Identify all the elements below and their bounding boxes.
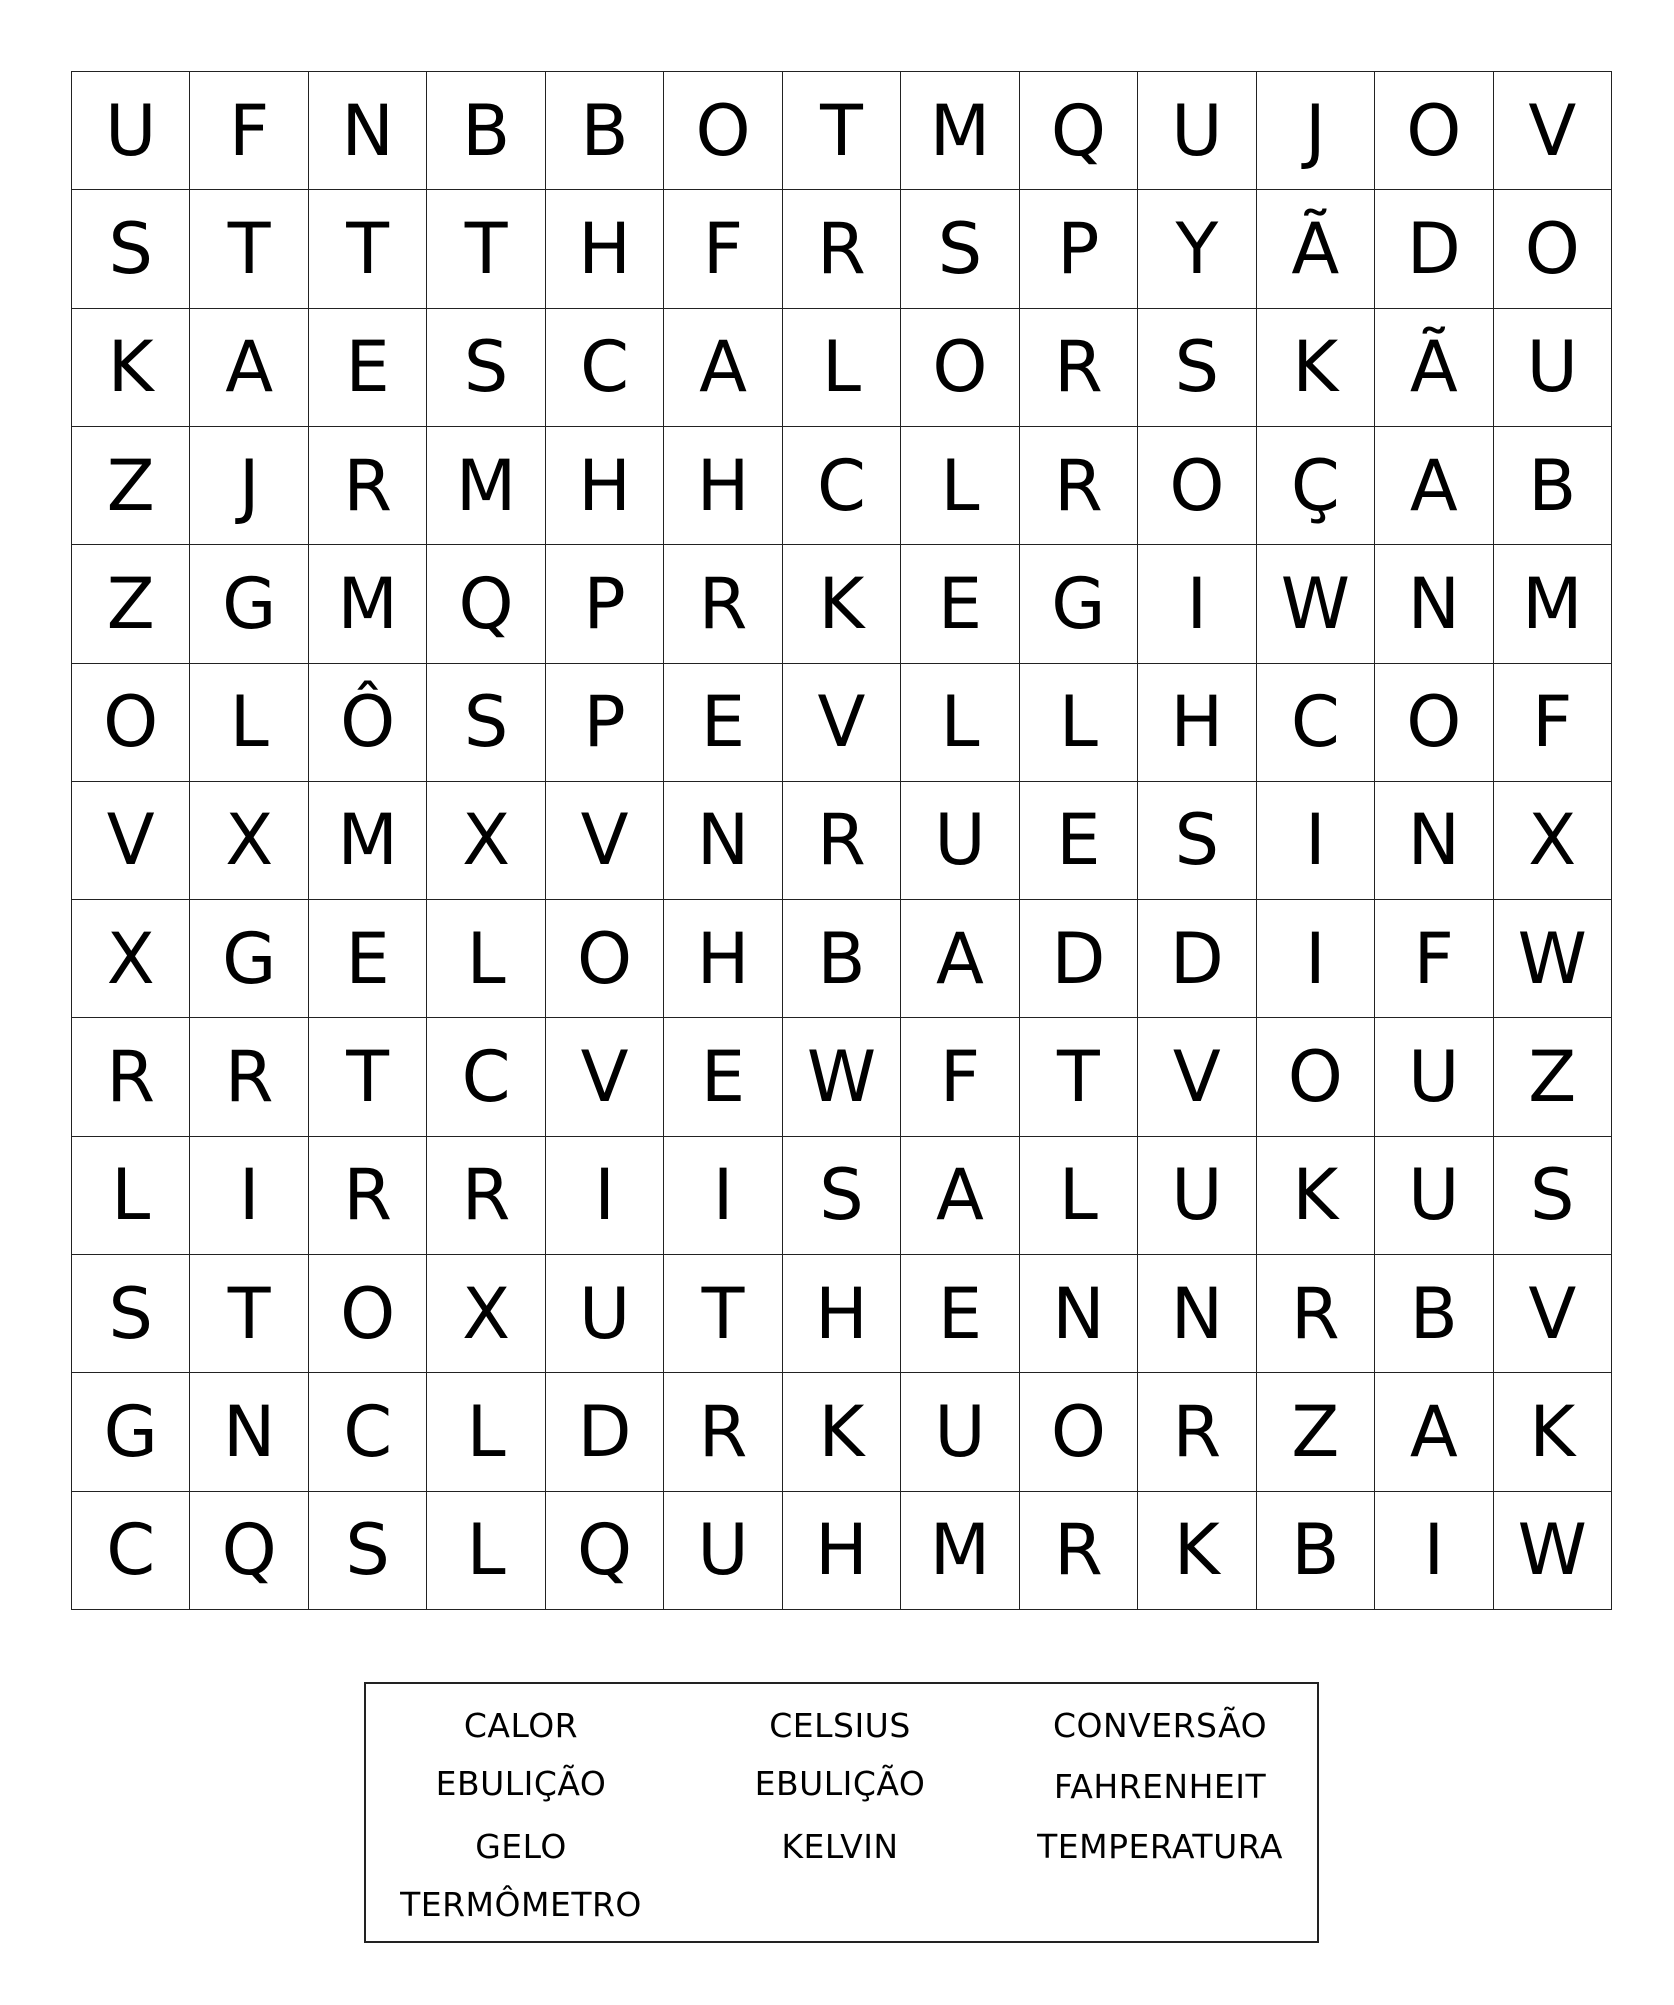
- grid-cell[interactable]: A: [901, 1137, 1019, 1255]
- grid-cell[interactable]: N: [309, 72, 427, 190]
- grid-cell[interactable]: Ô: [309, 664, 427, 782]
- grid-cell[interactable]: U: [901, 782, 1019, 900]
- grid-cell[interactable]: H: [664, 427, 782, 545]
- grid-cell[interactable]: H: [1138, 664, 1256, 782]
- grid-cell[interactable]: F: [664, 190, 782, 308]
- grid-cell[interactable]: R: [1257, 1255, 1375, 1373]
- grid-cell[interactable]: N: [664, 782, 782, 900]
- grid-cell[interactable]: Q: [1020, 72, 1138, 190]
- grid-cell[interactable]: I: [1375, 1492, 1493, 1610]
- grid-cell[interactable]: Z: [72, 427, 190, 545]
- grid-cell[interactable]: O: [1257, 1018, 1375, 1136]
- word-list-item: TERMÔMETRO: [400, 1885, 642, 1924]
- grid-cell[interactable]: U: [1375, 1137, 1493, 1255]
- grid-cell[interactable]: U: [1138, 72, 1256, 190]
- grid-cell[interactable]: L: [901, 427, 1019, 545]
- grid-cell[interactable]: B: [1494, 427, 1612, 545]
- grid-cell[interactable]: J: [1257, 72, 1375, 190]
- word-list-item: CELSIUS: [769, 1706, 911, 1745]
- grid-cell[interactable]: H: [783, 1492, 901, 1610]
- grid-cell[interactable]: R: [72, 1018, 190, 1136]
- grid-cell[interactable]: E: [901, 545, 1019, 663]
- grid-cell[interactable]: R: [664, 545, 782, 663]
- grid-cell[interactable]: I: [190, 1137, 308, 1255]
- grid-cell[interactable]: R: [783, 190, 901, 308]
- grid-cell[interactable]: M: [427, 427, 545, 545]
- grid-cell[interactable]: K: [783, 1373, 901, 1491]
- grid-cell[interactable]: R: [190, 1018, 308, 1136]
- word-list-item: EBULIÇÃO: [435, 1764, 607, 1803]
- grid-cell[interactable]: S: [783, 1137, 901, 1255]
- grid-cell[interactable]: X: [1494, 782, 1612, 900]
- grid-cell[interactable]: W: [1494, 900, 1612, 1018]
- grid-cell[interactable]: Ç: [1257, 427, 1375, 545]
- grid-cell[interactable]: U: [546, 1255, 664, 1373]
- grid-cell[interactable]: V: [1494, 1255, 1612, 1373]
- grid-cell[interactable]: H: [546, 190, 664, 308]
- grid-cell[interactable]: N: [190, 1373, 308, 1491]
- grid-cell[interactable]: L: [72, 1137, 190, 1255]
- grid-cell[interactable]: S: [901, 190, 1019, 308]
- grid-cell[interactable]: C: [72, 1492, 190, 1610]
- grid-cell[interactable]: V: [783, 664, 901, 782]
- letter-grid: [71, 71, 1612, 1610]
- grid-cell[interactable]: T: [190, 190, 308, 308]
- grid-cell[interactable]: E: [901, 1255, 1019, 1373]
- grid-cell[interactable]: U: [1375, 1018, 1493, 1136]
- grid-cell[interactable]: Z: [1257, 1373, 1375, 1491]
- grid-cell[interactable]: N: [1020, 1255, 1138, 1373]
- grid-cell[interactable]: R: [1020, 427, 1138, 545]
- grid-cell[interactable]: E: [664, 1018, 782, 1136]
- grid-cell[interactable]: V: [1138, 1018, 1256, 1136]
- grid-cell[interactable]: B: [427, 72, 545, 190]
- word-list-item: KELVIN: [781, 1827, 899, 1866]
- grid-cell[interactable]: O: [1494, 190, 1612, 308]
- grid-cell[interactable]: R: [1020, 1492, 1138, 1610]
- grid-cell[interactable]: M: [901, 1492, 1019, 1610]
- grid-cell[interactable]: Z: [1494, 1018, 1612, 1136]
- grid-cell[interactable]: S: [427, 309, 545, 427]
- grid-cell[interactable]: G: [190, 545, 308, 663]
- grid-cell[interactable]: O: [1138, 427, 1256, 545]
- grid-cell[interactable]: D: [546, 1373, 664, 1491]
- grid-cell[interactable]: I: [546, 1137, 664, 1255]
- grid-cell[interactable]: G: [190, 900, 308, 1018]
- grid-cell[interactable]: R: [427, 1137, 545, 1255]
- word-list-item: FAHRENHEIT: [1053, 1767, 1267, 1806]
- grid-cell[interactable]: I: [1138, 545, 1256, 663]
- word-list-box: [364, 1682, 1319, 1943]
- grid-cell[interactable]: F: [1375, 900, 1493, 1018]
- grid-cell[interactable]: Y: [1138, 190, 1256, 308]
- grid-cell[interactable]: L: [901, 664, 1019, 782]
- grid-cell[interactable]: K: [1257, 309, 1375, 427]
- grid-cell[interactable]: T: [309, 1018, 427, 1136]
- grid-cell[interactable]: M: [309, 782, 427, 900]
- grid-cell[interactable]: H: [664, 900, 782, 1018]
- grid-cell[interactable]: O: [901, 309, 1019, 427]
- grid-cell[interactable]: N: [1375, 545, 1493, 663]
- grid-cell[interactable]: C: [427, 1018, 545, 1136]
- grid-cell[interactable]: L: [783, 309, 901, 427]
- grid-cell[interactable]: K: [783, 545, 901, 663]
- grid-cell[interactable]: E: [309, 900, 427, 1018]
- grid-cell[interactable]: G: [72, 1373, 190, 1491]
- grid-cell[interactable]: C: [309, 1373, 427, 1491]
- grid-cell[interactable]: W: [1494, 1492, 1612, 1610]
- grid-cell[interactable]: O: [546, 900, 664, 1018]
- grid-cell[interactable]: H: [546, 427, 664, 545]
- grid-cell[interactable]: X: [190, 782, 308, 900]
- grid-cell[interactable]: I: [664, 1137, 782, 1255]
- grid-cell[interactable]: O: [72, 664, 190, 782]
- word-list-item: CALOR: [463, 1706, 579, 1745]
- grid-cell[interactable]: O: [664, 72, 782, 190]
- grid-cell[interactable]: O: [1020, 1373, 1138, 1491]
- grid-cell[interactable]: I: [1257, 900, 1375, 1018]
- grid-cell[interactable]: M: [901, 72, 1019, 190]
- grid-cell[interactable]: T: [309, 190, 427, 308]
- grid-cell[interactable]: Q: [190, 1492, 308, 1610]
- grid-cell[interactable]: P: [1020, 190, 1138, 308]
- grid-cell[interactable]: K: [1257, 1137, 1375, 1255]
- grid-cell[interactable]: V: [72, 782, 190, 900]
- grid-cell[interactable]: E: [309, 309, 427, 427]
- grid-cell[interactable]: T: [783, 72, 901, 190]
- grid-cell[interactable]: B: [546, 72, 664, 190]
- grid-cell[interactable]: O: [309, 1255, 427, 1373]
- grid-cell[interactable]: B: [1375, 1255, 1493, 1373]
- grid-cell[interactable]: O: [1375, 72, 1493, 190]
- grid-cell[interactable]: A: [1375, 1373, 1493, 1491]
- grid-cell[interactable]: Q: [427, 545, 545, 663]
- grid-cell[interactable]: D: [1138, 900, 1256, 1018]
- grid-cell[interactable]: L: [427, 1492, 545, 1610]
- grid-cell[interactable]: M: [1494, 545, 1612, 663]
- grid-cell[interactable]: F: [901, 1018, 1019, 1136]
- grid-cell[interactable]: D: [1375, 190, 1493, 308]
- grid-cell[interactable]: R: [1138, 1373, 1256, 1491]
- grid-cell[interactable]: T: [190, 1255, 308, 1373]
- grid-cell[interactable]: K: [1138, 1492, 1256, 1610]
- grid-cell[interactable]: Ã: [1257, 190, 1375, 308]
- grid-cell[interactable]: A: [664, 309, 782, 427]
- grid-cell[interactable]: S: [1138, 782, 1256, 900]
- grid-cell[interactable]: U: [664, 1492, 782, 1610]
- grid-cell[interactable]: S: [72, 190, 190, 308]
- grid-cell[interactable]: K: [1494, 1373, 1612, 1491]
- grid-cell[interactable]: T: [1020, 1018, 1138, 1136]
- grid-cell[interactable]: L: [1020, 1137, 1138, 1255]
- grid-cell[interactable]: L: [1020, 664, 1138, 782]
- grid-cell[interactable]: S: [72, 1255, 190, 1373]
- grid-cell[interactable]: W: [783, 1018, 901, 1136]
- grid-cell[interactable]: E: [1020, 782, 1138, 900]
- grid-cell[interactable]: R: [1020, 309, 1138, 427]
- grid-cell[interactable]: O: [1375, 664, 1493, 782]
- grid-cell[interactable]: R: [664, 1373, 782, 1491]
- word-list-item: GELO: [475, 1827, 567, 1866]
- grid-cell[interactable]: A: [190, 309, 308, 427]
- grid-cell[interactable]: G: [1020, 545, 1138, 663]
- grid-cell[interactable]: A: [901, 900, 1019, 1018]
- grid-cell[interactable]: X: [72, 900, 190, 1018]
- grid-cell[interactable]: P: [546, 545, 664, 663]
- grid-cell[interactable]: S: [427, 664, 545, 782]
- grid-cell[interactable]: V: [546, 1018, 664, 1136]
- grid-cell[interactable]: L: [427, 900, 545, 1018]
- word-list-item: TEMPERATURA: [1037, 1827, 1283, 1866]
- grid-cell[interactable]: Q: [546, 1492, 664, 1610]
- word-list-item: EBULIÇÃO: [754, 1764, 926, 1803]
- grid-cell[interactable]: H: [783, 1255, 901, 1373]
- grid-cell[interactable]: T: [427, 190, 545, 308]
- grid-cell[interactable]: V: [1494, 72, 1612, 190]
- grid-cell[interactable]: U: [901, 1373, 1019, 1491]
- grid-cell[interactable]: N: [1375, 782, 1493, 900]
- grid-cell[interactable]: X: [427, 782, 545, 900]
- grid-cell[interactable]: A: [1375, 427, 1493, 545]
- grid-cell[interactable]: Z: [72, 545, 190, 663]
- grid-cell[interactable]: C: [783, 427, 901, 545]
- grid-cell[interactable]: P: [546, 664, 664, 782]
- grid-cell[interactable]: S: [1494, 1137, 1612, 1255]
- grid-cell[interactable]: U: [1494, 309, 1612, 427]
- word-list-item: CONVERSÃO: [1052, 1706, 1268, 1745]
- grid-cell[interactable]: T: [664, 1255, 782, 1373]
- grid-cell[interactable]: X: [427, 1255, 545, 1373]
- grid-cell[interactable]: W: [1257, 545, 1375, 663]
- grid-cell[interactable]: R: [309, 427, 427, 545]
- grid-cell[interactable]: V: [546, 782, 664, 900]
- grid-cell[interactable]: B: [1257, 1492, 1375, 1610]
- grid-cell[interactable]: Ã: [1375, 309, 1493, 427]
- grid-cell[interactable]: I: [1257, 782, 1375, 900]
- grid-cell[interactable]: L: [427, 1373, 545, 1491]
- grid-cell[interactable]: N: [1138, 1255, 1256, 1373]
- grid-cell[interactable]: F: [1494, 664, 1612, 782]
- grid-cell[interactable]: C: [546, 309, 664, 427]
- grid-cell[interactable]: D: [1020, 900, 1138, 1018]
- grid-cell[interactable]: R: [783, 782, 901, 900]
- grid-cell[interactable]: B: [783, 900, 901, 1018]
- grid-cell[interactable]: M: [309, 545, 427, 663]
- grid-cell[interactable]: K: [72, 309, 190, 427]
- grid-cell[interactable]: C: [1257, 664, 1375, 782]
- grid-cell[interactable]: U: [1138, 1137, 1256, 1255]
- grid-cell[interactable]: J: [190, 427, 308, 545]
- grid-cell[interactable]: F: [190, 72, 308, 190]
- grid-cell[interactable]: U: [72, 72, 190, 190]
- grid-cell[interactable]: L: [190, 664, 308, 782]
- grid-cell[interactable]: E: [664, 664, 782, 782]
- grid-cell[interactable]: R: [309, 1137, 427, 1255]
- grid-cell[interactable]: S: [1138, 309, 1256, 427]
- grid-cell[interactable]: S: [309, 1492, 427, 1610]
